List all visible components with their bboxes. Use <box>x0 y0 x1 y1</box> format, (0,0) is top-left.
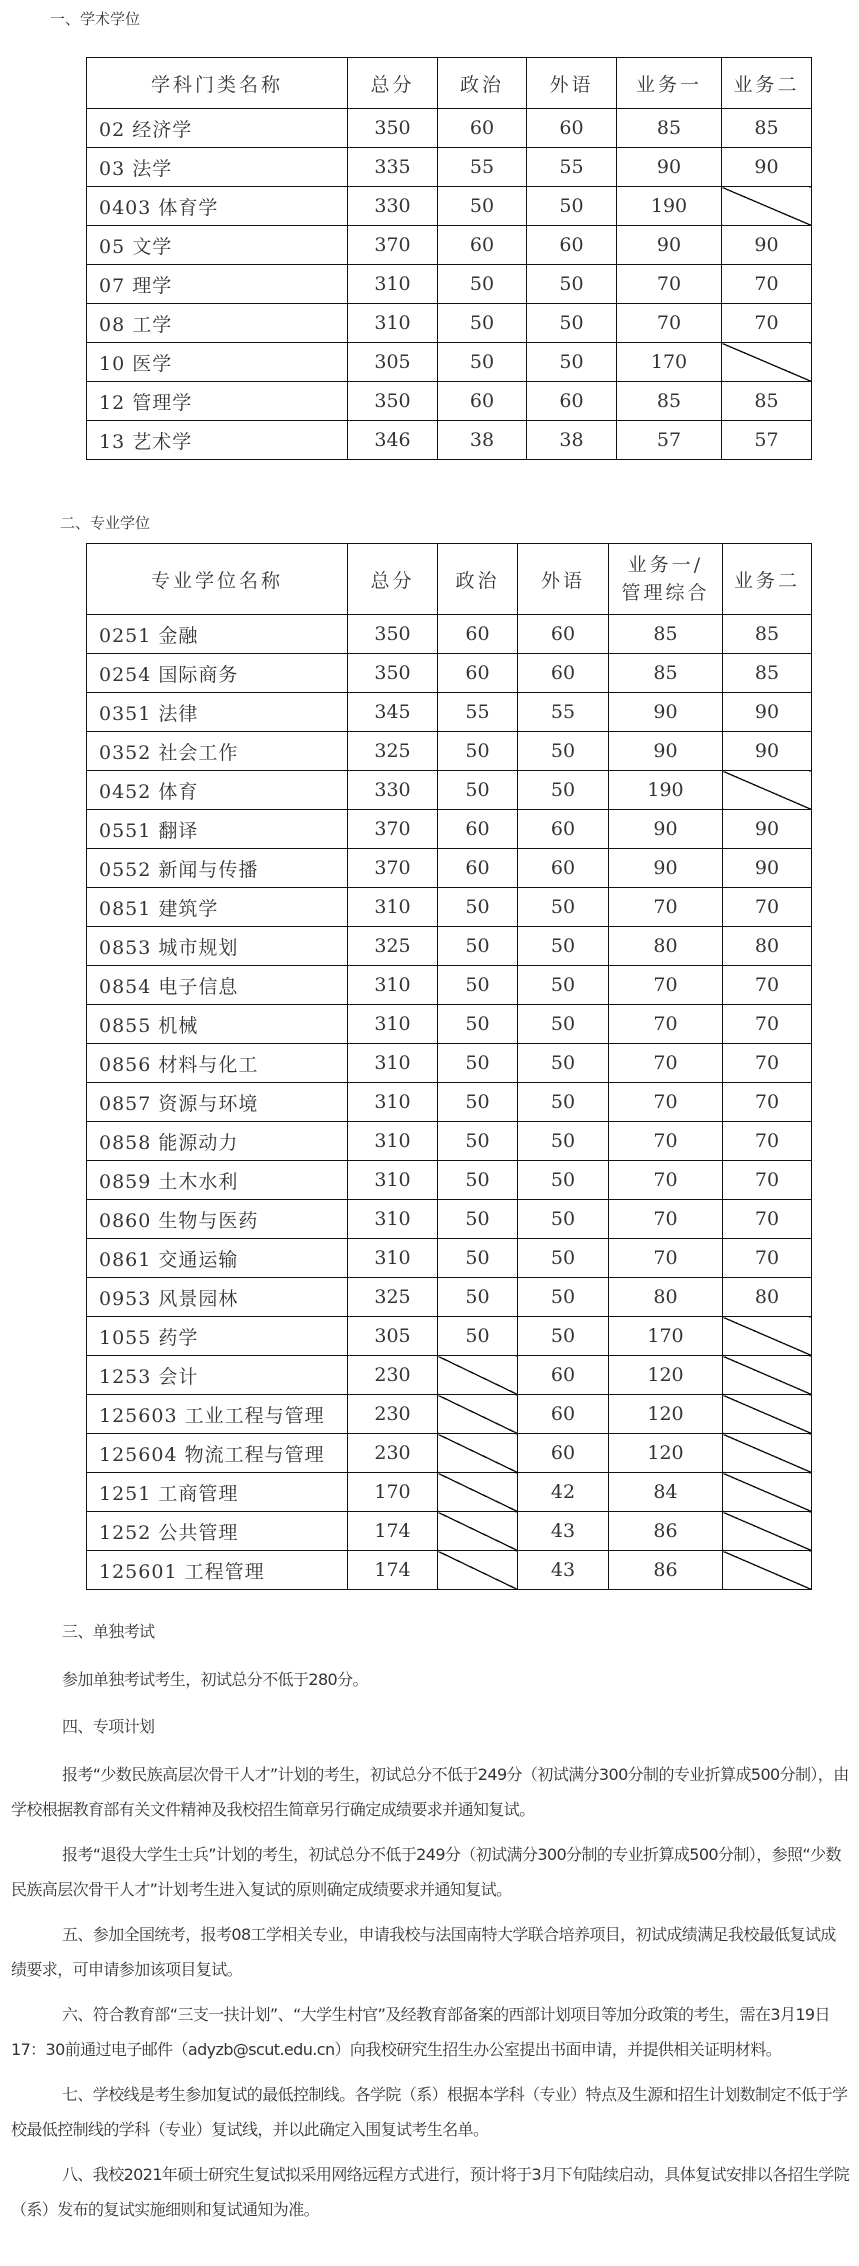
program-name-cell: 12 管理学 <box>87 382 348 421</box>
foreign-language-score-cell: 60 <box>527 382 617 421</box>
foreign-language-score-cell: 60 <box>518 849 609 888</box>
politics-score-cell: 38 <box>438 421 527 460</box>
total-score-cell: 230 <box>348 1356 438 1395</box>
header-discipline-name: 学科门类名称 <box>87 58 348 109</box>
program-name-cell: 0856 材料与化工 <box>87 1044 348 1083</box>
foreign-language-score-cell: 50 <box>527 265 617 304</box>
table-row <box>87 109 812 148</box>
program-name-cell: 0859 土木水利 <box>87 1161 348 1200</box>
program-name-cell: 0551 翻译 <box>87 810 348 849</box>
total-score-cell: 305 <box>348 343 438 382</box>
table-row <box>87 1200 812 1239</box>
course-1-score-cell: 70 <box>617 304 722 343</box>
course-1-score-cell: 90 <box>617 226 722 265</box>
course-1-score-cell: 70 <box>609 1005 723 1044</box>
course-1-score-cell: 70 <box>609 966 723 1005</box>
course-1-score-cell: 86 <box>609 1512 723 1551</box>
politics-score-cell: 50 <box>438 1044 518 1083</box>
total-score-cell: 330 <box>348 771 438 810</box>
foreign-language-score-cell: 50 <box>518 1044 609 1083</box>
program-name-cell: 0552 新闻与传播 <box>87 849 348 888</box>
course-2-score-cell: 70 <box>723 1161 812 1200</box>
politics-score-cell: 60 <box>438 615 518 654</box>
course-1-score-cell: 190 <box>617 187 722 226</box>
total-score-cell: 325 <box>348 1278 438 1317</box>
table-header-row <box>87 544 812 615</box>
foreign-language-score-cell: 50 <box>518 1005 609 1044</box>
foreign-language-score-cell: 50 <box>518 1239 609 1278</box>
header-course-2: 业务二 <box>722 58 812 109</box>
course-2-score-cell: 70 <box>723 1239 812 1278</box>
foreign-language-score-cell: 50 <box>518 1083 609 1122</box>
politics-score-cell: 50 <box>438 1005 518 1044</box>
course-1-score-cell: 90 <box>609 693 723 732</box>
table-row <box>87 1005 812 1044</box>
table-row <box>87 810 812 849</box>
total-score-cell: 305 <box>348 1317 438 1356</box>
table-row <box>87 421 812 460</box>
course-1-score-cell: 85 <box>617 382 722 421</box>
foreign-language-score-cell: 60 <box>518 654 609 693</box>
course-2-score-cell: 90 <box>722 226 812 265</box>
course-2-score-cell: 70 <box>722 265 812 304</box>
course-2-score-cell: 80 <box>723 927 812 966</box>
course-1-score-cell: 80 <box>609 927 723 966</box>
foreign-language-score-cell: 50 <box>518 888 609 927</box>
section-8-remote-retest: 八、我校2021年硕士研究生复试拟采用网络远程方式进行，预计将于3月下旬陆续启动，具体复试安排以各招生学院（系）发布的复试实施细则和复试通知为准。 <box>11 2165 850 2219</box>
foreign-language-score-cell: 50 <box>518 1278 609 1317</box>
total-score-cell: 230 <box>348 1434 438 1473</box>
course-2-score-cell: 70 <box>723 1005 812 1044</box>
not-applicable-slash-cell <box>723 1395 812 1434</box>
academic-degree-score-table <box>86 57 812 460</box>
foreign-language-score-cell: 50 <box>518 927 609 966</box>
not-applicable-slash-cell <box>438 1434 518 1473</box>
program-name-cell: 0251 金融 <box>87 615 348 654</box>
foreign-language-score-cell: 50 <box>527 304 617 343</box>
total-score-cell: 310 <box>348 1005 438 1044</box>
total-score-cell: 335 <box>348 148 438 187</box>
program-name-cell: 0853 城市规划 <box>87 927 348 966</box>
total-score-cell: 174 <box>348 1512 438 1551</box>
course-2-score-cell: 90 <box>722 148 812 187</box>
header-course-1-line1: 业务一/ <box>627 554 704 576</box>
foreign-language-score-cell: 50 <box>518 1200 609 1239</box>
total-score-cell: 310 <box>348 966 438 1005</box>
course-2-score-cell: 90 <box>723 849 812 888</box>
program-name-cell: 0352 社会工作 <box>87 732 348 771</box>
not-applicable-slash-cell <box>438 1512 518 1551</box>
not-applicable-slash-cell <box>438 1473 518 1512</box>
course-1-score-cell: 170 <box>609 1317 723 1356</box>
not-applicable-slash-cell <box>723 1512 812 1551</box>
table-row <box>87 1278 812 1317</box>
section-5-joint-program: 五、参加全国统考，报考08工学相关专业，申请我校与法国南特大学联合培养项目，初试成绩满足我校最低复试成绩要求，可申请参加该项目复试。 <box>11 1925 836 1979</box>
program-name-cell: 0858 能源动力 <box>87 1122 348 1161</box>
section-title-special-plan: 四、专项计划 <box>62 1717 155 1736</box>
not-applicable-slash-cell <box>438 1395 518 1434</box>
politics-score-cell: 50 <box>438 1083 518 1122</box>
program-name-cell: 0953 风景园林 <box>87 1278 348 1317</box>
program-name-cell: 1252 公共管理 <box>87 1512 348 1551</box>
not-applicable-slash-cell <box>723 1434 812 1473</box>
not-applicable-slash-cell <box>438 1356 518 1395</box>
foreign-language-score-cell: 50 <box>518 732 609 771</box>
section-title-separate-exam: 三、单独考试 <box>62 1622 155 1641</box>
not-applicable-slash-cell <box>723 1551 812 1590</box>
program-name-cell: 02 经济学 <box>87 109 348 148</box>
table-row <box>87 771 812 810</box>
total-score-cell: 350 <box>348 109 438 148</box>
foreign-language-score-cell: 60 <box>518 615 609 654</box>
course-2-score-cell: 70 <box>723 1044 812 1083</box>
course-1-score-cell: 85 <box>617 109 722 148</box>
header-total: 总分 <box>348 58 438 109</box>
politics-score-cell: 50 <box>438 1200 518 1239</box>
course-2-score-cell: 85 <box>723 615 812 654</box>
separate-exam-text: 参加单独考试考生，初试总分不低于280分。 <box>62 1670 368 1689</box>
foreign-language-score-cell: 55 <box>527 148 617 187</box>
total-score-cell: 310 <box>348 1161 438 1200</box>
table-row <box>87 1434 812 1473</box>
program-name-cell: 125603 工业工程与管理 <box>87 1395 348 1434</box>
foreign-language-score-cell: 50 <box>527 187 617 226</box>
total-score-cell: 350 <box>348 382 438 421</box>
foreign-language-score-cell: 42 <box>518 1473 609 1512</box>
politics-score-cell: 55 <box>438 693 518 732</box>
special-plan-paragraph-veteran: 报考“退役大学生士兵”计划的考生，初试总分不低于249分（初试满分300分制的专业折算成500分制），参照“少数民族高层次骨干人才”计划考生进入复试的原则确定成绩要求并通知复试。 <box>11 1845 841 1899</box>
course-1-score-cell: 85 <box>609 615 723 654</box>
course-1-score-cell: 120 <box>609 1434 723 1473</box>
politics-score-cell: 50 <box>438 927 518 966</box>
course-1-score-cell: 190 <box>609 771 723 810</box>
program-name-cell: 10 医学 <box>87 343 348 382</box>
politics-score-cell: 60 <box>438 810 518 849</box>
course-2-score-cell: 85 <box>722 382 812 421</box>
table-row <box>87 1161 812 1200</box>
program-name-cell: 07 理学 <box>87 265 348 304</box>
politics-score-cell: 55 <box>438 148 527 187</box>
course-1-score-cell: 90 <box>609 810 723 849</box>
course-1-score-cell: 70 <box>609 1122 723 1161</box>
table-row <box>87 654 812 693</box>
total-score-cell: 310 <box>348 1200 438 1239</box>
table-row <box>87 343 812 382</box>
foreign-language-score-cell: 60 <box>518 1395 609 1434</box>
table-row <box>87 1044 812 1083</box>
table-row <box>87 1512 812 1551</box>
course-1-score-cell: 70 <box>609 1083 723 1122</box>
not-applicable-slash-cell <box>722 187 812 226</box>
section-7-school-line: 七、学校线是考生参加复试的最低控制线。各学院（系）根据本学科（专业）特点及生源和招生计划数制定不低于学校最低控制线的学科（专业）复试线，并以此确定入围复试考生名单。 <box>11 2085 848 2139</box>
politics-score-cell: 50 <box>438 1278 518 1317</box>
course-2-score-cell: 80 <box>723 1278 812 1317</box>
not-applicable-slash-cell <box>723 771 812 810</box>
header-course-1-management <box>609 544 723 615</box>
foreign-language-score-cell: 60 <box>518 1434 609 1473</box>
program-name-cell: 0351 法律 <box>87 693 348 732</box>
table-row <box>87 927 812 966</box>
table-row <box>87 1395 812 1434</box>
foreign-language-score-cell: 50 <box>527 343 617 382</box>
program-name-cell: 0254 国际商务 <box>87 654 348 693</box>
foreign-language-score-cell: 38 <box>527 421 617 460</box>
table-row <box>87 1356 812 1395</box>
total-score-cell: 325 <box>348 927 438 966</box>
foreign-language-score-cell: 43 <box>518 1512 609 1551</box>
total-score-cell: 310 <box>348 1083 438 1122</box>
total-score-cell: 325 <box>348 732 438 771</box>
foreign-language-score-cell: 50 <box>518 1161 609 1200</box>
header-course-1-line2: 管理综合 <box>621 582 710 604</box>
program-name-cell: 0857 资源与环境 <box>87 1083 348 1122</box>
table-row <box>87 966 812 1005</box>
table-row <box>87 148 812 187</box>
foreign-language-score-cell: 50 <box>518 1122 609 1161</box>
course-2-score-cell: 90 <box>723 693 812 732</box>
course-1-score-cell: 70 <box>609 1239 723 1278</box>
table-row <box>87 1083 812 1122</box>
table-row <box>87 226 812 265</box>
header-degree-name: 专业学位名称 <box>87 544 348 615</box>
program-name-cell: 0855 机械 <box>87 1005 348 1044</box>
politics-score-cell: 60 <box>438 654 518 693</box>
table-row <box>87 1122 812 1161</box>
table-row <box>87 732 812 771</box>
course-2-score-cell: 90 <box>723 810 812 849</box>
program-name-cell: 125604 物流工程与管理 <box>87 1434 348 1473</box>
header-total: 总分 <box>348 544 438 615</box>
total-score-cell: 330 <box>348 187 438 226</box>
course-1-score-cell: 86 <box>609 1551 723 1590</box>
politics-score-cell: 50 <box>438 888 518 927</box>
total-score-cell: 310 <box>348 1044 438 1083</box>
foreign-language-score-cell: 43 <box>518 1551 609 1590</box>
foreign-language-score-cell: 50 <box>518 1317 609 1356</box>
course-1-score-cell: 170 <box>617 343 722 382</box>
total-score-cell: 370 <box>348 849 438 888</box>
program-name-cell: 0851 建筑学 <box>87 888 348 927</box>
program-name-cell: 05 文学 <box>87 226 348 265</box>
foreign-language-score-cell: 60 <box>518 810 609 849</box>
total-score-cell: 310 <box>348 265 438 304</box>
header-foreign-language: 外语 <box>518 544 609 615</box>
course-2-score-cell: 57 <box>722 421 812 460</box>
course-1-score-cell: 90 <box>617 148 722 187</box>
table-row <box>87 1239 812 1278</box>
course-2-score-cell: 85 <box>722 109 812 148</box>
header-foreign-language: 外语 <box>527 58 617 109</box>
table-row <box>87 1473 812 1512</box>
total-score-cell: 310 <box>348 1122 438 1161</box>
course-2-score-cell: 70 <box>723 1083 812 1122</box>
total-score-cell: 346 <box>348 421 438 460</box>
total-score-cell: 370 <box>348 226 438 265</box>
total-score-cell: 345 <box>348 693 438 732</box>
course-1-score-cell: 120 <box>609 1356 723 1395</box>
foreign-language-score-cell: 50 <box>518 966 609 1005</box>
politics-score-cell: 50 <box>438 771 518 810</box>
foreign-language-score-cell: 60 <box>527 226 617 265</box>
course-1-score-cell: 70 <box>609 888 723 927</box>
header-politics: 政治 <box>438 544 518 615</box>
course-1-score-cell: 70 <box>609 1161 723 1200</box>
course-2-score-cell: 70 <box>723 966 812 1005</box>
not-applicable-slash-cell <box>438 1551 518 1590</box>
header-course-2: 业务二 <box>723 544 812 615</box>
header-politics: 政治 <box>438 58 527 109</box>
course-1-score-cell: 70 <box>617 265 722 304</box>
table-row <box>87 693 812 732</box>
program-name-cell: 125601 工程管理 <box>87 1551 348 1590</box>
total-score-cell: 170 <box>348 1473 438 1512</box>
course-2-score-cell: 70 <box>722 304 812 343</box>
header-course-1: 业务一 <box>617 58 722 109</box>
course-1-score-cell: 84 <box>609 1473 723 1512</box>
politics-score-cell: 50 <box>438 1239 518 1278</box>
special-plan-paragraph-minority: 报考“少数民族高层次骨干人才”计划的考生，初试总分不低于249分（初试满分300分制的专业折算成500分制），由学校根据教育部有关文件精神及我校招生简章另行确定成绩要求并通知复试。 <box>11 1765 849 1819</box>
total-score-cell: 350 <box>348 654 438 693</box>
table-row <box>87 1317 812 1356</box>
table-row <box>87 1551 812 1590</box>
course-1-score-cell: 85 <box>609 654 723 693</box>
politics-score-cell: 60 <box>438 226 527 265</box>
table-header-row <box>87 58 812 109</box>
table-row <box>87 304 812 343</box>
table-row <box>87 849 812 888</box>
course-1-score-cell: 70 <box>609 1200 723 1239</box>
program-name-cell: 0403 体育学 <box>87 187 348 226</box>
total-score-cell: 174 <box>348 1551 438 1590</box>
course-1-score-cell: 90 <box>609 732 723 771</box>
total-score-cell: 310 <box>348 304 438 343</box>
course-2-score-cell: 70 <box>723 888 812 927</box>
program-name-cell: 1251 工商管理 <box>87 1473 348 1512</box>
program-name-cell: 0854 电子信息 <box>87 966 348 1005</box>
table-row <box>87 382 812 421</box>
program-name-cell: 0860 生物与医药 <box>87 1200 348 1239</box>
politics-score-cell: 50 <box>438 1161 518 1200</box>
program-name-cell: 08 工学 <box>87 304 348 343</box>
program-name-cell: 03 法学 <box>87 148 348 187</box>
politics-score-cell: 50 <box>438 1317 518 1356</box>
course-1-score-cell: 120 <box>609 1395 723 1434</box>
professional-degree-score-table <box>86 543 812 1590</box>
foreign-language-score-cell: 55 <box>518 693 609 732</box>
politics-score-cell: 50 <box>438 732 518 771</box>
course-2-score-cell: 70 <box>723 1122 812 1161</box>
total-score-cell: 310 <box>348 1239 438 1278</box>
politics-score-cell: 60 <box>438 109 527 148</box>
total-score-cell: 350 <box>348 615 438 654</box>
section-6-bonus-policy: 六、符合教育部“三支一扶计划”、“大学生村官”及经教育部备案的西部计划项目等加分政策的考生，需在3月19日17：30前通过电子邮件（adyzb@scut.edu.cn）向我校研究生招生办公室提出书面申请，并提供相关证明材料。 <box>11 2005 830 2059</box>
table-row <box>87 615 812 654</box>
foreign-language-score-cell: 50 <box>518 771 609 810</box>
table-row <box>87 265 812 304</box>
program-name-cell: 0861 交通运输 <box>87 1239 348 1278</box>
table-row <box>87 888 812 927</box>
total-score-cell: 230 <box>348 1395 438 1434</box>
foreign-language-score-cell: 60 <box>518 1356 609 1395</box>
program-name-cell: 13 艺术学 <box>87 421 348 460</box>
table-row <box>87 187 812 226</box>
not-applicable-slash-cell <box>723 1356 812 1395</box>
total-score-cell: 310 <box>348 888 438 927</box>
course-1-score-cell: 57 <box>617 421 722 460</box>
course-2-score-cell: 85 <box>723 654 812 693</box>
politics-score-cell: 50 <box>438 304 527 343</box>
politics-score-cell: 50 <box>438 265 527 304</box>
not-applicable-slash-cell <box>723 1473 812 1512</box>
program-name-cell: 0452 体育 <box>87 771 348 810</box>
course-1-score-cell: 90 <box>609 849 723 888</box>
course-1-score-cell: 70 <box>609 1044 723 1083</box>
not-applicable-slash-cell <box>722 343 812 382</box>
politics-score-cell: 50 <box>438 187 527 226</box>
foreign-language-score-cell: 60 <box>527 109 617 148</box>
not-applicable-slash-cell <box>723 1317 812 1356</box>
total-score-cell: 370 <box>348 810 438 849</box>
course-2-score-cell: 70 <box>723 1200 812 1239</box>
program-name-cell: 1055 药学 <box>87 1317 348 1356</box>
politics-score-cell: 50 <box>438 1122 518 1161</box>
section-title-academic-degree: 一、学术学位 <box>50 10 141 28</box>
politics-score-cell: 60 <box>438 382 527 421</box>
politics-score-cell: 50 <box>438 343 527 382</box>
section-title-professional-degree: 二、专业学位 <box>60 514 151 532</box>
politics-score-cell: 50 <box>438 966 518 1005</box>
course-2-score-cell: 90 <box>723 732 812 771</box>
program-name-cell: 1253 会计 <box>87 1356 348 1395</box>
politics-score-cell: 60 <box>438 849 518 888</box>
course-1-score-cell: 80 <box>609 1278 723 1317</box>
